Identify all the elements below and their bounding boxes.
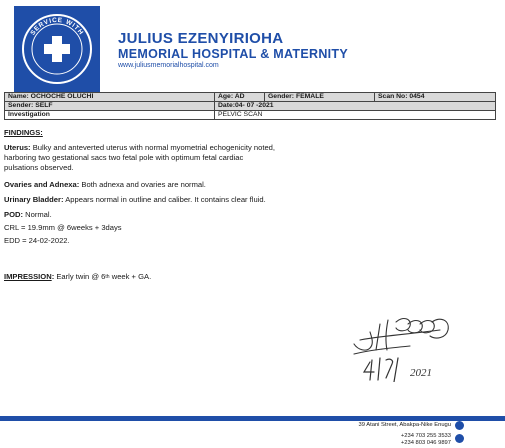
- impression-text-pre: Early twin @ 6: [56, 272, 106, 281]
- bladder-line: [4, 195, 266, 206]
- date-cell: [215, 102, 496, 111]
- table-row: [5, 102, 496, 111]
- scan-no: 0454: [409, 93, 425, 100]
- pod-label: POD:: [4, 210, 23, 219]
- patient-gender: FEMALE: [295, 93, 324, 100]
- patient-info-table: [4, 92, 496, 120]
- name-label: Name:: [8, 93, 29, 100]
- cross-icon: [44, 36, 70, 62]
- phone-icon: [455, 434, 464, 443]
- table-row: [5, 111, 496, 120]
- ovaries-label: Ovaries and Adnexa:: [4, 180, 80, 189]
- age-label: Age:: [218, 93, 234, 100]
- footer-phone1: +234 703 255 3533: [400, 433, 451, 439]
- hospital-website[interactable]: www.juliusmemorialhospital.com: [118, 62, 219, 69]
- pod-line: [4, 210, 52, 221]
- pod-text: Normal.: [25, 210, 52, 219]
- bladder-text: Appears normal in outline and caliber. It contains clear fluid.: [65, 195, 266, 204]
- location-pin-icon: [455, 421, 464, 430]
- sender-label: Sender:: [8, 102, 34, 109]
- investigation-value: PELVIC SCAN: [215, 111, 496, 120]
- hospital-name-line1: JULIUS EZENYIRIOHA: [118, 30, 284, 47]
- crl-line: CRL = 19.9mm @ 6weeks + 3days: [4, 223, 122, 232]
- uterus-text3: pulsations observed.: [4, 163, 74, 172]
- table-row: [5, 93, 496, 102]
- impression-line: IMPRESSION: Early twin @ 6th week + GA.: [4, 272, 152, 281]
- scan-no-cell: [375, 93, 496, 102]
- sender: SELF: [35, 102, 53, 109]
- findings-heading: FINDINGS:: [4, 128, 43, 137]
- ovaries-text: Both adnexa and ovaries are normal.: [81, 180, 206, 189]
- impression-sup: th: [105, 274, 110, 280]
- hospital-name-line2: MEMORIAL HOSPITAL & MATERNITY: [118, 47, 348, 61]
- uterus-text1: Bulky and anteverted uterus with normal myometrial echogenicity noted,: [32, 143, 275, 152]
- scan-no-label: Scan No:: [378, 93, 408, 100]
- patient-age: AD: [234, 93, 245, 100]
- bladder-label: Urinary Bladder:: [4, 195, 64, 204]
- report-date: 04- 07 -2021: [235, 102, 274, 109]
- logo-emblem: [14, 6, 100, 92]
- gender-label: Gender:: [268, 93, 295, 100]
- age-cell: [215, 93, 265, 102]
- uterus-label: Uterus:: [4, 143, 31, 152]
- footer-phone2: +234 803 046 9897: [400, 440, 451, 446]
- gender-cell: [265, 93, 375, 102]
- edd-line: EDD = 24-02-2022.: [4, 236, 70, 245]
- svg-text:2021: 2021: [410, 367, 432, 379]
- ovaries-line: [4, 180, 206, 191]
- footer-bar: [0, 416, 505, 421]
- hospital-logo: [14, 6, 100, 92]
- patient-name: OCHOCHE OLUCHI: [30, 93, 94, 100]
- date-label: Date:: [218, 102, 235, 109]
- logo-text: SERVICE WITH: [29, 16, 85, 37]
- handwritten-signature: [340, 310, 470, 382]
- sender-cell: [5, 102, 215, 111]
- patient-name-cell: [5, 93, 215, 102]
- impression-text-post: week + GA.: [111, 272, 152, 281]
- uterus-line1: [4, 143, 275, 154]
- investigation-label: Investigation: [5, 111, 215, 120]
- uterus-text2: harboring two gestational sacs two fetal pole with optimum fetal cardiac: [4, 153, 244, 162]
- impression-label: IMPRESSION: [4, 272, 52, 281]
- footer-address: 39 Atani Street, Abakpa-Nike Enugu: [358, 422, 451, 428]
